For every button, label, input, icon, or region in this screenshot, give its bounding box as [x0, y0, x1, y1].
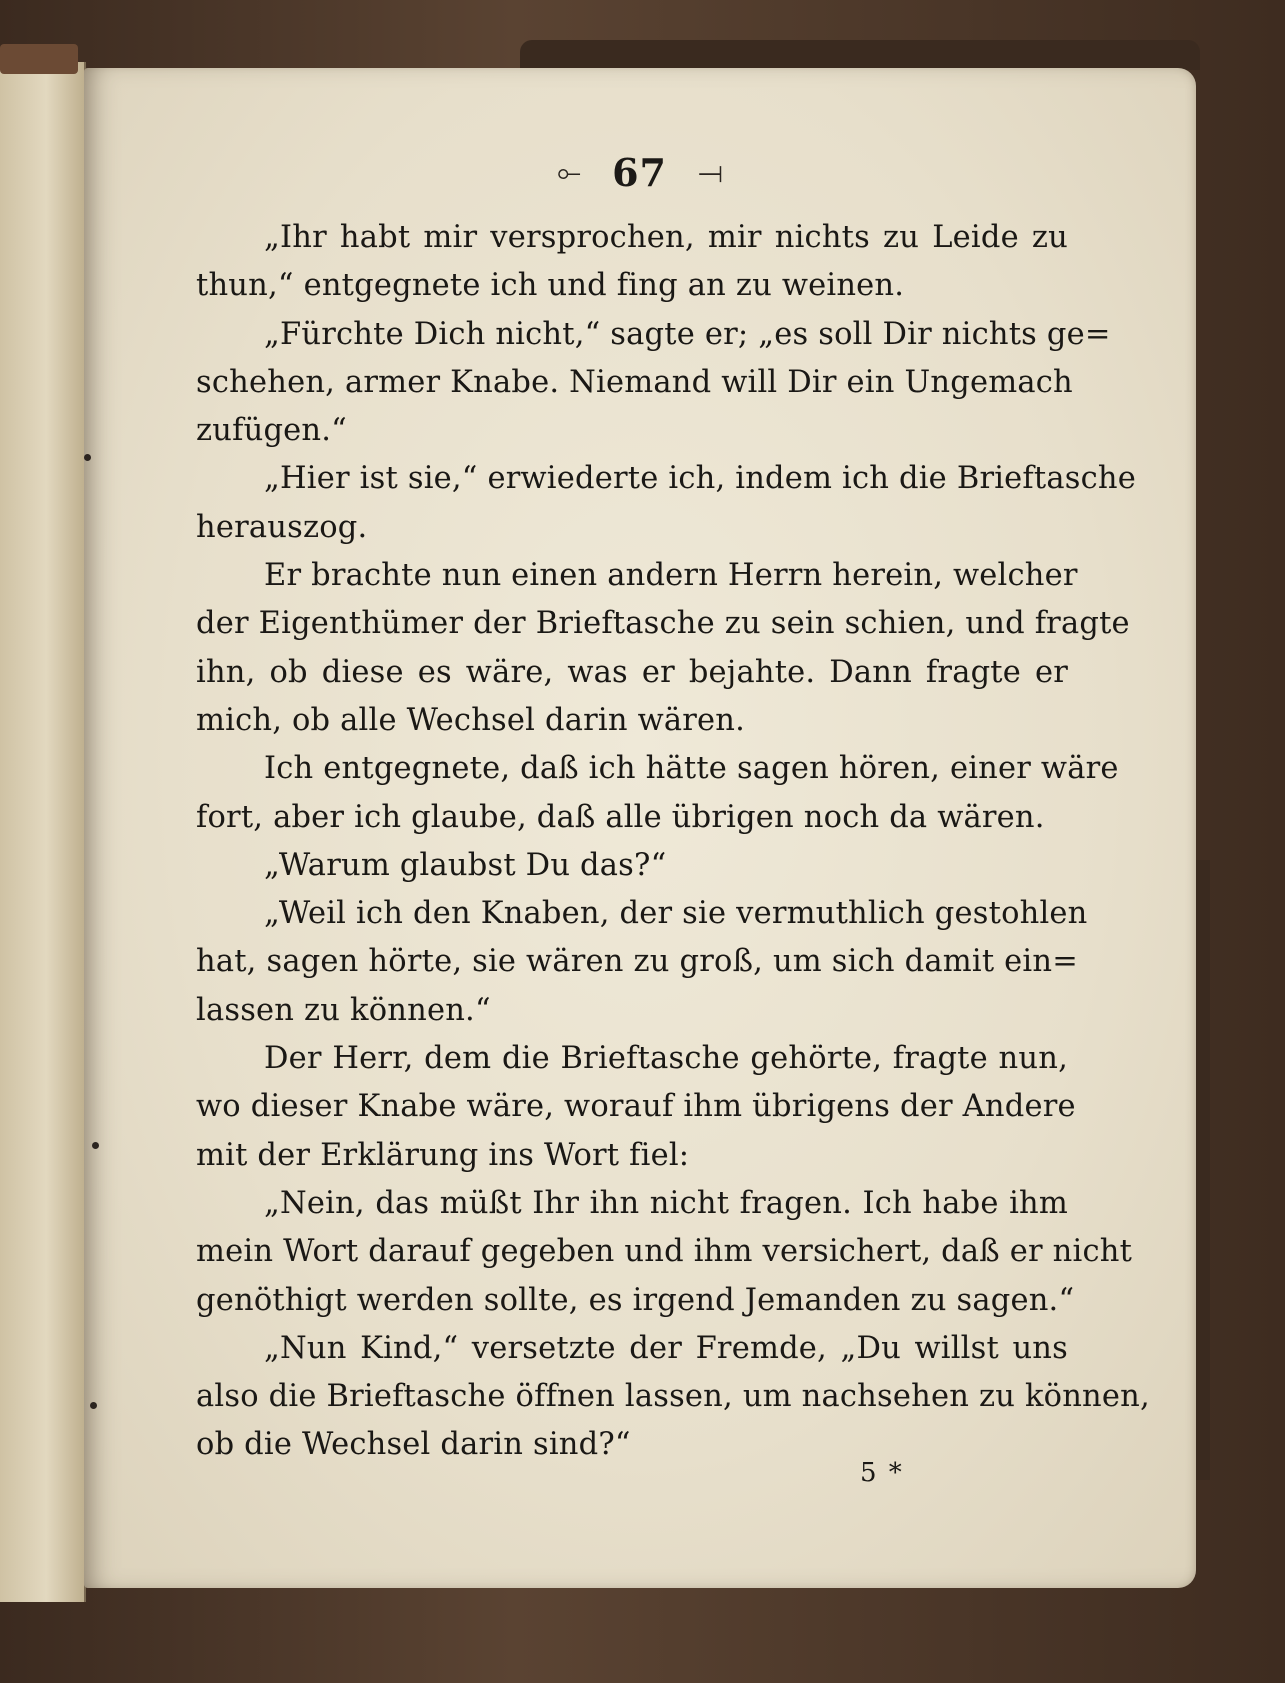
text-line: „Warum glaubst Du das?“ [264, 847, 667, 883]
page-number: 67 [612, 150, 667, 195]
page-side-shadow [1196, 860, 1210, 1480]
text-line: „Nun Kind,“ versetzte der Fremde, „Du willst uns [264, 1330, 1068, 1366]
text-line: „Weil ich den Knaben, der sie vermuthlich gestohlen [264, 896, 1088, 932]
text-line: mein Wort darauf gegeben und ihm versichert, daß er nicht [196, 1234, 1133, 1270]
text-line: thun,“ entgegnete ich und fing an zu weinen. [196, 268, 905, 304]
text-line: mit der Erklärung ins Wort fiel: [196, 1137, 690, 1173]
text-line: zufügen.“ [196, 413, 347, 449]
margin-mark [92, 1142, 99, 1149]
text-line: „Ihr habt mir versprochen, mir nichts zu Leide zu [264, 220, 1068, 255]
text-line: wo dieser Knabe wäre, worauf ihm übrigens der Andere [196, 1089, 1076, 1125]
text-line: „Nein, das müßt Ihr ihn nicht fragen. Ich habe ihm [264, 1185, 1068, 1221]
text-line: mich, ob alle Wechsel darin wären. [196, 702, 746, 738]
binding-edge [0, 44, 78, 74]
text-line: schehen, armer Knabe. Niemand will Dir ein Ungemach [196, 364, 1073, 400]
text-line: herauszog. [196, 509, 368, 545]
left-page-edge [0, 62, 86, 1602]
text-line: ob die Wechsel darin sind?“ [196, 1427, 631, 1463]
text-line: lassen zu können.“ [196, 992, 491, 1028]
text-line: Der Herr, dem die Brieftasche gehörte, fragte nun, [264, 1041, 1068, 1077]
text-line: fort, aber ich glaube, daß alle übrigen noch da wären. [196, 799, 1045, 835]
text-line: hat, sagen hörte, sie wären zu groß, um sich damit ein= [196, 944, 1078, 980]
text-line: genöthigt werden sollte, es irgend Jemanden zu sagen.“ [196, 1282, 1075, 1318]
text-line: Ich entgegnete, daß ich hätte sagen hören, einer wäre [264, 751, 1119, 787]
text-line: „Fürchte Dich nicht,“ sagte er; „es soll Dir nichts ge= [264, 316, 1111, 352]
text-line: Er brachte nun einen andern Herrn herein, welcher [264, 558, 1078, 594]
right-ornament-icon: ⟞ [698, 155, 723, 190]
page-top-shadow [520, 40, 1200, 70]
page-header [84, 150, 1196, 195]
text-line: ihn, ob diese es wäre, was er bejahte. Dann fragte er [196, 654, 1068, 690]
signature-mark: 5 * [860, 1458, 904, 1488]
text-line: der Eigenthümer der Brieftasche zu sein schien, und fragte [196, 606, 1130, 642]
text-line: „Hier ist sie,“ erwiederte ich, indem ich die Brieftasche [264, 461, 1136, 497]
left-ornament-icon: ⟜ [557, 155, 581, 190]
margin-mark [84, 454, 91, 461]
text-line: also die Brieftasche öffnen lassen, um nachsehen zu können, [196, 1379, 1150, 1415]
margin-mark [90, 1402, 97, 1409]
body-text [196, 214, 1150, 1470]
